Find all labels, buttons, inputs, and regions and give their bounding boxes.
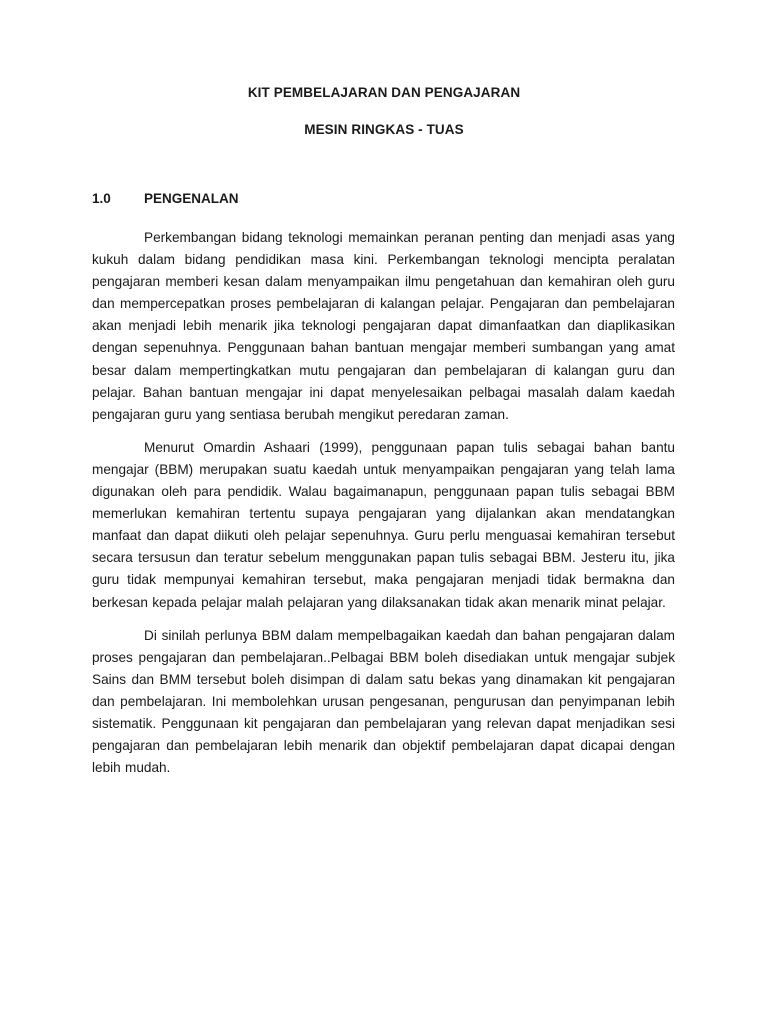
document-title: KIT PEMBELAJARAN DAN PENGAJARAN	[247, 85, 521, 100]
paragraph: Di sinilah perlunya BBM dalam mempelbagaikan kaedah dan bahan pengajaran dalam proses pengajaran dan pembelajaran..Pelbagai BBM boleh disediakan untuk mengajar subjek Sains dan BMM tersebut boleh disimpan di dalam satu bekas yang dinamakan kit pengajaran dan pembelajaran. Ini membolehkan urusan pengesanan, pengurusan dan penyimpanan lebih sistematik. Penggunaan kit pengajaran dan pembelajaran yang relevan dapat menjadikan sesi pengajaran dan pembelajaran lebih menarik dan objektif pembelajaran dapat dicapai dengan lebih mudah.	[92, 627, 675, 776]
section-number: 1.0	[92, 191, 111, 206]
section-title: PENGENALAN	[144, 191, 239, 206]
paragraph: Perkembangan bidang teknologi memainkan peranan penting dan menjadi asas yang kukuh dalam bidang pendidikan masa kini. Perkembangan teknologi mencipta peralatan pengajaran memberi kesan dalam menyampaikan ilmu pengetahuan dan kemahiran oleh guru dan mempercepatkan proses pembelajaran di kalangan pelajar. Pengajaran dan pembelajaran akan menjadi lebih menarik jika teknologi pengajaran dapat dimanfaatkan dan diaplikasikan dengan sepenuhnya. Penggunaan bahan bantuan mengajar memberi sumbangan yang amat besar dalam mempertingkatkan mutu pengajaran dan pembelajaran di kalangan guru dan pelajar. Bahan bantuan mengajar ini dapat menyelesaikan pelbagai masalah dalam kaedah pengajaran guru yang sentiasa berubah mengikut peredaran zaman.	[92, 230, 675, 422]
section-heading	[92, 191, 239, 206]
document-subtitle: MESIN RINGKAS - TUAS	[304, 122, 464, 137]
document-body	[92, 227, 675, 790]
paragraph: Menurut Omardin Ashaari (1999), penggunaan papan tulis sebagai bahan bantu mengajar (BBM) merupakan suatu kaedah untuk menyampaikan pengajaran yang telah lama digunakan oleh para pendidik. Walau bagaimanapun, penggunaan papan tulis sebagai BBM memerlukan kemahiran tertentu supaya pengajaran yang dijalankan akan mendatangkan manfaat dan dapat diikuti oleh pelajar sepenuhnya. Guru perlu menguasai kemahiran tersebut secara tersusun dan teratur sebelum menggunakan papan tulis sebagai BBM. Jesteru itu, jika guru tidak mempunyai kemahiran tersebut, maka pengajaran menjadi tidak bermakna dan berkesan kepada pelajar malah pelajaran yang dilaksanakan tidak akan menarik minat pelajar.	[92, 439, 675, 610]
